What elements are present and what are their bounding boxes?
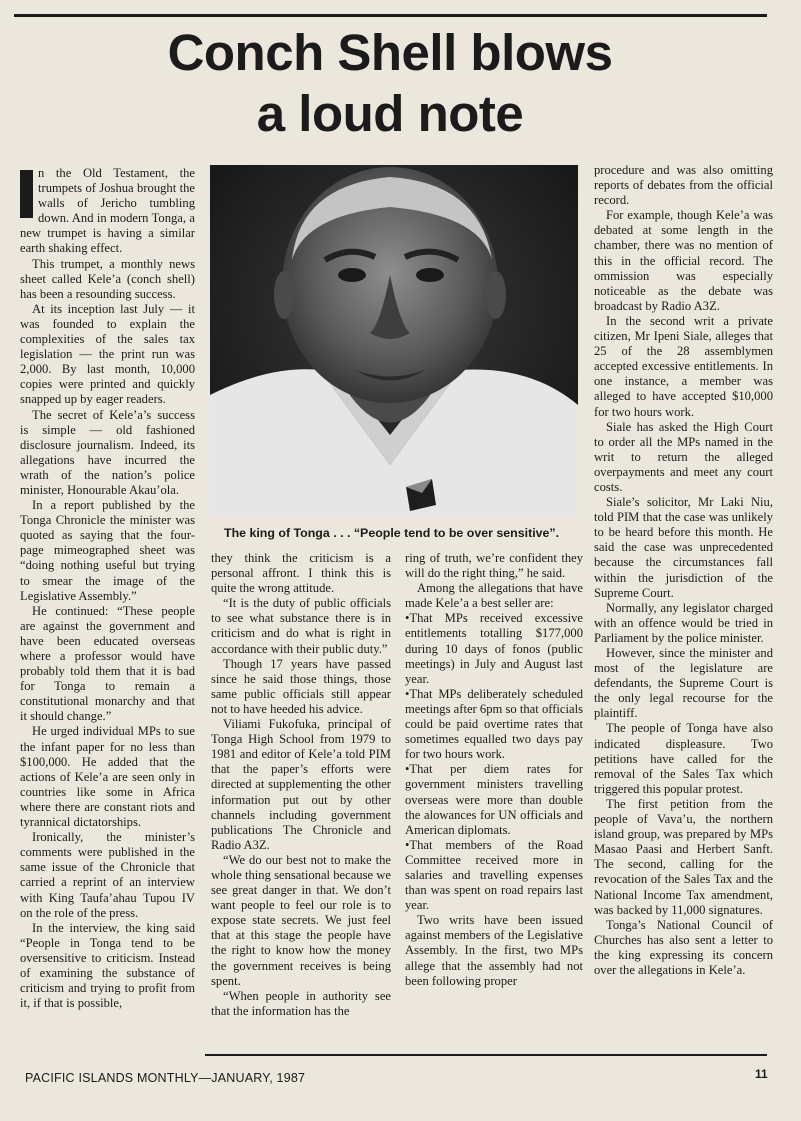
bullet-item: •That per diem rates for government ministers travelling overseas were more than double the alowances for UN officials and American diplomats.: [405, 762, 583, 837]
paragraph: However, since the minister and most of the legislature are defendants, the Supreme Court is the only legal recourse for the plaintiff.: [594, 646, 773, 721]
bullet-item: •That members of the Road Committee received more in salaries and travelling expenses than was spent on road repairs last year.: [405, 837, 583, 913]
paragraph: This trumpet, a monthly news sheet called Kele’a (conch shell) has been a resounding success.: [20, 256, 195, 301]
paragraph: The secret of Kele’a’s success is simple — old fashioned disclosure journalism. Indeed, its allegations have incurred the wrath of the nation’s police minister, Honourable Akau’ola.: [20, 407, 195, 497]
article-column-3: [405, 551, 583, 989]
headline: [60, 22, 720, 144]
paragraph: “When people in authority see that the information has the: [211, 988, 391, 1018]
paragraph: The first petition from the people of Vava’u, the northern island group, was prepared by MPs Masao Paasi and Herbert Sanft. The second, calling for the revocation of the Sales Tax and the National Income Tax amendment, was backed by 11,000 signatures.: [594, 796, 773, 917]
paragraph: Viliami Fukofuka, principal of Tonga High School from 1979 to 1981 and editor of Kele’a told PIM that the paper’s efforts were directed at supplementing the other information put out by other channels including government publications The Chronicle and Radio A3Z.: [211, 717, 391, 852]
bottom-rule: [205, 1054, 767, 1056]
photo-caption: The king of Tonga . . . “People tend to be over sensitive”.: [224, 526, 560, 540]
headline-line-1: Conch Shell blows: [167, 24, 613, 81]
paragraph: At its inception last July — it was founded to explain the complexities of the sales tax legislation — the print run was 2,000. By last month, 10,000 copies were printed and quickly snapped up by eager readers.: [20, 301, 195, 407]
page-number: 11: [755, 1067, 768, 1081]
paragraph: The people of Tonga have also indicated displeasure. Two petitions have called for the removal of the Sales Tax which triggered this popular protest.: [594, 721, 773, 796]
paragraph: Among the allegations that have made Kele’a a best seller are:: [405, 581, 583, 611]
paragraph: “We do our best not to make the whole thing sensational because we see great danger in that. We don’t want people to feel our role is to expose state secrets. We just feel that at this stage the people have the right to know how the money the government receives is being spent.: [211, 852, 391, 988]
portrait-image: [210, 165, 578, 517]
paragraph: Siale has asked the High Court to order all the MPs named in the writ to return the alleged overpayments and meet any court costs.: [594, 419, 773, 494]
king-portrait-photo: [210, 165, 578, 517]
bullet-item: •That MPs received excessive entitlements totalling $177,000 during 10 days of fonos (public meetings) in July and August last year.: [405, 611, 583, 686]
paragraph: ring of truth, we’re confident they will do the right thing,” he said.: [405, 551, 583, 581]
paragraph: Though 17 years have passed since he said those things, those same public officials still appear not to have heeded his advice.: [211, 656, 391, 716]
article-column-1: [20, 166, 195, 1011]
paragraph: Normally, any legislator charged with an offence would be tried in Parliament by the police minister.: [594, 600, 773, 645]
paragraph: He urged individual MPs to sue the infant paper for no less than $100,000. He added that the actions of Kele’a are seen only in countries like some in Africa where there are constant riots and tyrannical dictatorships.: [20, 724, 195, 830]
top-rule: [14, 14, 767, 17]
paragraph: “It is the duty of public officials to see what substance there is in criticism and do what is right in accordance with their public duty.”: [211, 596, 391, 656]
paragraph: In the interview, the king said “People in Tonga tend to be oversensitive to criticism. Instead of examining the substance of criticism and trying to profit from it, if that is possible,: [20, 920, 195, 1011]
paragraph: procedure and was also omitting reports of debates from the official record.: [594, 163, 773, 208]
paragraph: Two writs have been issued against members of the Legislative Assembly. In the first, two MPs allege that the assembly had not been following proper: [405, 913, 583, 988]
headline-line-2: a loud note: [256, 85, 524, 142]
drop-cap-i: [20, 170, 33, 218]
paragraph: In a report published by the Tonga Chronicle the minister was quoted as saying that the four-page mimeographed sheet was “doing nothing useful but trying to smear the image of the Legislative Assembly.”: [20, 498, 195, 603]
article-column-4: [594, 163, 773, 978]
paragraph: Siale’s solicitor, Mr Laki Niu, told PIM that the case was unlikely to be heard before this month. He said the case was unprecedented because the circumstances fall within the jurisdiction of the Supreme Court.: [594, 495, 773, 600]
bullet-item: •That MPs deliberately scheduled meetings after 6pm so that officials could be paid overtime rates that sometimes equalled two days pay for two hours work.: [405, 686, 583, 762]
paragraph: Tonga’s National Council of Churches has also sent a letter to the king expressing its concern over the allegations in Kele’a.: [594, 917, 773, 977]
paragraph: In the second writ a private citizen, Mr Ipeni Siale, alleges that 25 of the 28 assemblymen accepted excessive entitlements. In one instance, a member was alleged to have accepted $10,000 for two hours work.: [594, 313, 773, 419]
paragraph: Ironically, the minister’s comments were published in the same issue of the Chronicle that carried a reprint of an interview with King Taufa’ahau Tupou IV on the role of the press.: [20, 830, 195, 920]
paragraph: they think the criticism is a personal affront. I think this is quite the wrong attitude.: [211, 551, 391, 596]
paragraph: For example, though Kele’a was debated at some length in the chamber, there was no mention of this in the official record. The ommission was especially noticeable as the debate was broadcast by Radio A3Z.: [594, 208, 773, 313]
publication-footer: PACIFIC ISLANDS MONTHLY—JANUARY, 1987: [25, 1071, 306, 1085]
paragraph: He continued: “These people are against the government and have been educated overseas where a professor would have probably told them that it is bad for Tonga to remain a constitutional monarchy and that it should change.”: [20, 603, 195, 724]
paragraph: n the Old Testament, the trumpets of Joshua brought the walls of Jericho tumbling down. And in modern Tonga, a new trumpet is having a similar earth shaking effect.: [20, 166, 195, 256]
article-column-2: [211, 551, 391, 1019]
